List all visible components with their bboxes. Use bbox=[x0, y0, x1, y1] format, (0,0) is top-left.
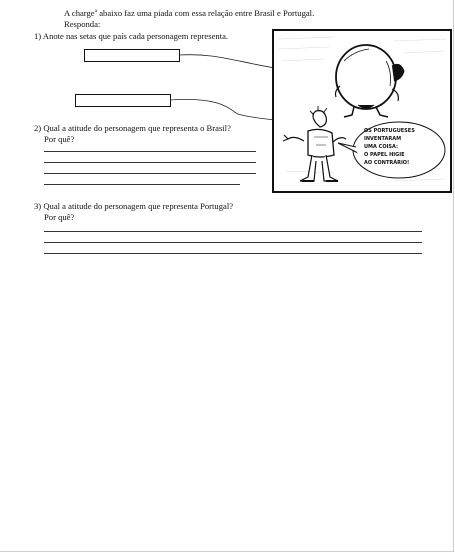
answer-line[interactable] bbox=[44, 162, 256, 163]
speech-bubble-line-5: AO CONTRÁRIO! bbox=[364, 160, 410, 166]
answer-line[interactable] bbox=[44, 184, 240, 185]
question-1: 1) Anote nas setas que país cada personagem representa. bbox=[34, 31, 229, 41]
cartoon-illustration bbox=[272, 29, 452, 193]
answer-line[interactable] bbox=[44, 173, 256, 174]
intro-line-1: A charge$^a$ abaixo faz uma piada com essa relação entre Brasil e Portugal. bbox=[64, 8, 315, 18]
answer-line[interactable] bbox=[44, 242, 422, 243]
question-3: 3) Qual a atitude do personagem que representa Portugal? bbox=[34, 201, 234, 211]
speech-bubble-line-2: INVENTARAM bbox=[364, 136, 402, 142]
answer-line[interactable] bbox=[44, 253, 422, 254]
speech-bubble-line-1: OS PORTUGUESES bbox=[364, 128, 415, 134]
speech-bubble-line-4: O PAPEL HIGIE bbox=[364, 152, 405, 158]
question-2-followup: Por quê? bbox=[44, 134, 75, 144]
answer-line[interactable] bbox=[44, 151, 256, 152]
question-3-followup: Por quê? bbox=[44, 212, 75, 222]
question-2: 2) Qual a atitude do personagem que representa o Brasil? bbox=[34, 123, 231, 133]
speech-bubble-line-3: UMA COISA: bbox=[364, 144, 398, 150]
answer-line[interactable] bbox=[44, 231, 422, 232]
intro-responda: Responda: bbox=[64, 19, 101, 29]
